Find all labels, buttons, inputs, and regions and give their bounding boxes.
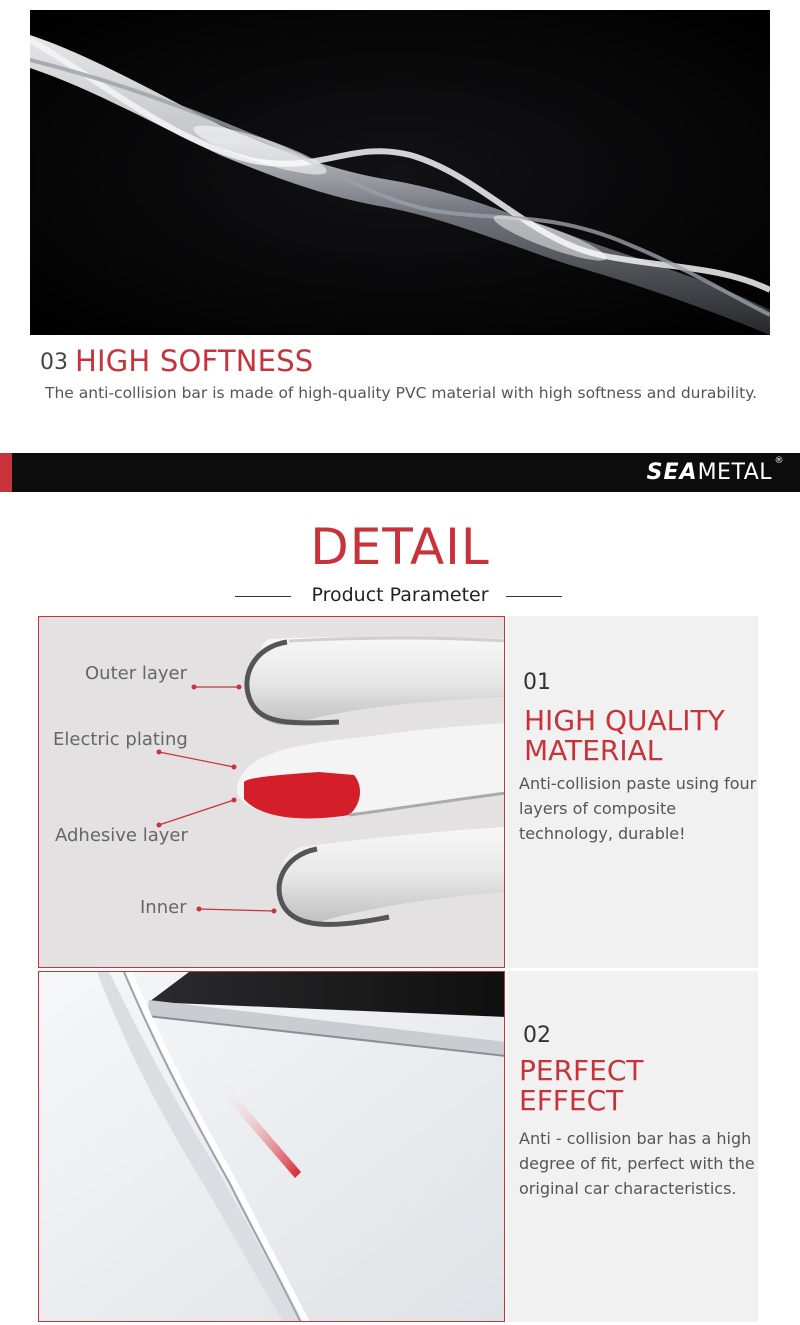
hero-image-chrome-strip xyxy=(30,10,770,335)
feature-2-panel xyxy=(507,971,758,1322)
label-inner: Inner xyxy=(140,897,187,918)
feature-1-number: 01 xyxy=(523,670,551,695)
brand-bar-accent xyxy=(0,453,12,492)
feature-1-panel xyxy=(507,616,758,968)
detail-subtitle: Product Parameter xyxy=(311,584,489,606)
detail-title: DETAIL xyxy=(310,518,490,576)
section-title: HIGH SOFTNESS xyxy=(75,344,314,378)
car-door-photo xyxy=(38,971,505,1322)
feature-2-number: 02 xyxy=(523,1023,551,1048)
feature-2-title-line1: PERFECT xyxy=(519,1054,644,1087)
feature-1-description: Anti-collision paste using four layers of composite technology, durable! xyxy=(519,774,757,843)
brand-name-bold: SEA xyxy=(646,460,698,485)
registered-mark: ® xyxy=(774,456,784,466)
feature-2-description: Anti - collision bar has a high degree of fit, perfect with the original car characteristics. xyxy=(519,1129,755,1198)
section-description: The anti-collision bar is made of high-quality PVC material with high softness and durability. xyxy=(45,384,758,402)
brand-bar xyxy=(0,453,800,492)
feature-2-title-line2: EFFECT xyxy=(519,1084,624,1117)
feature-1-title-line2: MATERIAL xyxy=(524,734,663,767)
label-adhesive-layer: Adhesive layer xyxy=(55,825,188,846)
brand-name-light: METAL xyxy=(697,460,772,485)
section-number: 03 xyxy=(40,350,68,375)
brand-logo xyxy=(646,456,784,485)
layer-diagram xyxy=(38,616,505,968)
label-electric-plating: Electric plating xyxy=(53,729,188,750)
feature-1-title-line1: HIGH QUALITY xyxy=(524,704,725,737)
label-outer-layer: Outer layer xyxy=(85,663,187,684)
